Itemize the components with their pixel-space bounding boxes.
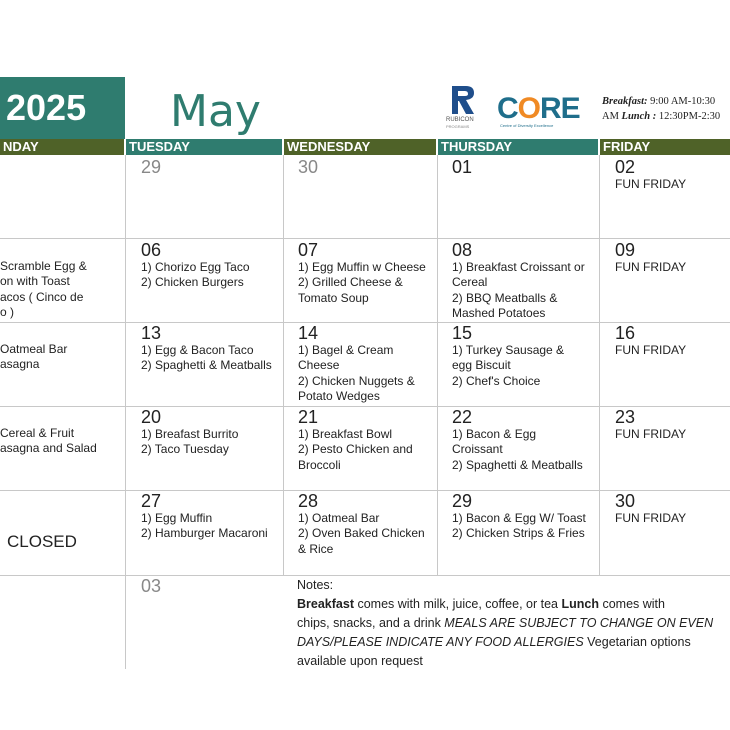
notes-lunch: Lunch [561,597,599,611]
day-cell [298,240,426,306]
day-cell [615,323,686,358]
day-number: 13 [141,323,162,343]
closed-label: CLOSED [7,532,77,551]
menu-line: Tomato Soup [298,290,369,305]
menu-line: 1) Egg & Bacon Taco [141,343,254,357]
day-number: 03 [141,576,162,596]
day-cell [452,157,472,177]
breakfast-label: Breakfast: [602,96,648,107]
day-number: 27 [141,491,162,511]
day-cell [141,576,161,596]
menu-line: 1) Egg Muffin [141,511,213,525]
notes-warning: DAYS/PLEASE INDICATE ANY FOOD ALLERGIES [297,635,584,649]
day-number: 16 [615,323,636,343]
day-cell [615,407,686,442]
notes-line [297,633,730,652]
rubicon-logo-icon [446,84,476,116]
menu-line: 1) Turkey Sausage & [452,343,565,357]
menu-line: 1) Bagel & Cream [298,343,394,357]
day-cell [615,240,686,275]
day-number: 28 [298,491,319,511]
menu-line: FUN FRIDAY [615,260,687,274]
header-thursday: THURSDAY [438,139,598,155]
grid-line [283,155,284,575]
day-number: 20 [141,407,162,427]
lunch-prefix: AM [602,111,619,122]
menu-line: 2) Oven Baked Chicken [298,526,425,541]
header-wednesday: WEDNESDAY [284,139,436,155]
menu-line: FUN FRIDAY [615,177,687,191]
menu-line: FUN FRIDAY [615,511,687,525]
year-label: 2025 [6,87,87,128]
menu-line: on with Toast [0,274,70,289]
breakfast-hours [602,94,720,109]
day-number: 02 [615,157,636,177]
menu-line: 2) Hamburger Macaroni [141,526,268,541]
rubicon-logo-sub: PROGRAMS [446,124,470,129]
day-number: 09 [615,240,636,260]
menu-line: asagna [0,357,40,372]
day-number: 21 [298,407,319,427]
core-logo-sub: Centre of Diversity Excellence [500,123,554,128]
day-cell [452,240,585,321]
menu-line: Broccoli [298,457,341,472]
year-banner [0,77,125,139]
breakfast-time: 9:00 AM-10:30 [650,96,716,107]
menu-line: 1) Chorizo Egg Taco [141,260,250,274]
core-logo-re: RE [540,92,580,125]
menu-line: Cheese [298,358,340,373]
day-number: 30 [615,491,636,511]
menu-line: asagna and Salad [0,441,97,456]
day-cell [452,491,586,542]
menu-line: 2) Chef's Choice [452,373,541,388]
notes-line [297,595,730,614]
menu-line: 1) Breakfast Bowl [298,427,393,441]
day-cell [141,407,238,458]
day-number: 01 [452,157,473,177]
menu-line: acos ( Cinco de [0,289,84,304]
menu-line: o ) [0,304,15,319]
notes-warning: MEALS ARE SUBJECT TO CHANGE ON EVEN [444,616,714,630]
menu-line: 2) Pesto Chicken and [298,442,413,457]
menu-line: 1) Bacon & Egg [452,427,537,441]
header-tuesday: TUESDAY [126,139,282,155]
day-number: 22 [452,407,473,427]
notes-line: available upon request [297,654,423,668]
menu-line: FUN FRIDAY [615,427,687,441]
menu-line: 2) Taco Tuesday [141,442,229,457]
header-friday: FRIDAY [600,139,730,155]
menu-line: egg Biscuit [452,358,511,373]
day-cell [141,157,161,177]
core-logo-c: C [497,92,518,125]
day-cell [298,157,318,177]
day-cell [141,323,272,374]
grid-line [437,155,438,575]
day-cell [298,407,413,473]
day-cell [0,259,87,320]
day-number: 06 [141,240,162,260]
menu-line: FUN FRIDAY [615,343,687,357]
notes-text: comes with milk, juice, coffee, or tea [353,597,562,611]
menu-line: 1) Breafast Burrito [141,427,239,441]
menu-line: Mashed Potatoes [452,305,546,320]
day-cell [141,240,250,291]
menu-line: 1) Oatmeal Bar [298,511,380,525]
grid-line [125,155,126,669]
header-monday: NDAY [0,139,124,155]
notes-text: comes with [598,597,665,611]
day-cell [298,491,425,557]
menu-line: 2) Grilled Cheese & [298,275,403,290]
menu-line: Cereal & Fruit [0,426,75,440]
menu-line: 2) Chicken Strips & Fries [452,526,585,541]
day-cell [141,491,268,542]
menu-line: Croissant [452,442,503,457]
month-title: May [170,86,261,137]
menu-line: Scramble Egg & [0,259,87,273]
day-number: 23 [615,407,636,427]
notes-text: Vegetarian options [583,635,691,649]
lunch-hours [602,109,720,124]
menu-line: Cereal [452,275,488,290]
menu-line: 1) Bacon & Egg W/ Toast [452,511,586,525]
menu-line: 2) Spaghetti & Meatballs [452,457,583,472]
menu-line: Oatmeal Bar [0,342,68,356]
day-cell [452,407,583,473]
menu-line: 1) Egg Muffin w Cheese [298,260,426,274]
day-cell [615,491,686,526]
day-cell [0,426,97,457]
meal-hours [602,94,720,124]
day-cell [0,342,67,373]
grid-line [599,155,600,575]
day-number: 29 [141,157,162,177]
day-number: 07 [298,240,319,260]
notes-breakfast: Breakfast [297,597,354,611]
day-number: 30 [298,157,319,177]
day-number: 14 [298,323,319,343]
lunch-time: 12:30PM-2:30 [658,111,721,122]
day-cell [452,323,564,389]
menu-line: 2) BBQ Meatballs & [452,290,558,305]
day-cell [298,323,415,404]
grid-line [0,238,730,239]
menu-line: & Rice [298,541,334,556]
rubicon-logo-text: RUBICON [446,117,474,123]
day-number: 08 [452,240,473,260]
core-logo-o: O [517,92,541,125]
lunch-label: Lunch : [621,111,657,122]
notes-label: Notes: [297,578,334,592]
core-logo [497,92,580,126]
day-cell [615,157,686,192]
menu-line: 1) Breakfast Croissant or [452,260,585,274]
menu-line: 2) Chicken Burgers [141,275,244,290]
menu-line: 2) Chicken Nuggets & [298,373,415,388]
menu-line: 2) Spaghetti & Meatballs [141,358,272,373]
day-number: 29 [452,491,473,511]
menu-line: Potato Wedges [298,388,380,403]
notes-text: chips, snacks, and a drink [297,616,445,630]
notes-section [297,576,730,671]
notes-line [297,614,730,633]
day-number: 15 [452,323,473,343]
